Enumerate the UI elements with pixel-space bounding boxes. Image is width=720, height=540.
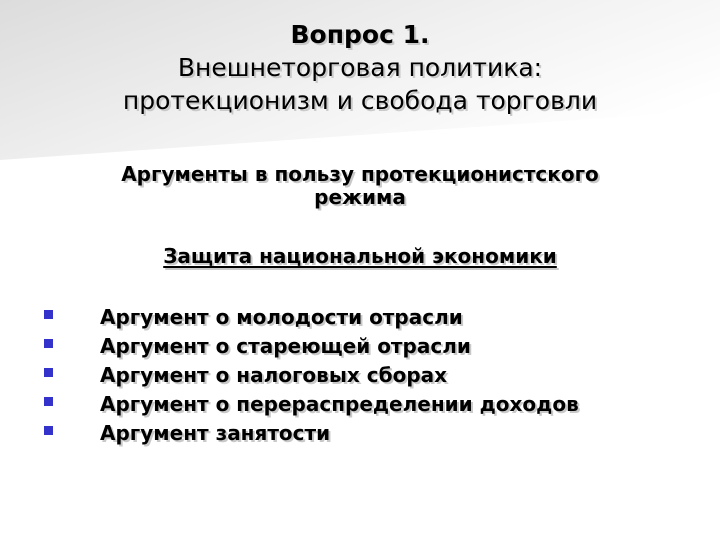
bullet-square-icon: [44, 426, 53, 435]
bullet-square-icon: [44, 339, 53, 348]
list-item-text: Аргумент о молодости отрасли: [100, 304, 463, 329]
list-item: [44, 302, 579, 331]
title-topic-line-1: Внешнеторговая политика:: [177, 53, 543, 82]
list-item-text: Аргумент о налоговых сборах: [100, 362, 448, 387]
list-item: [44, 418, 579, 447]
bullet-square-icon: [44, 310, 53, 319]
slide-title: [0, 18, 720, 117]
list-item-text: Аргумент занятости: [100, 420, 331, 445]
list-item: [44, 331, 579, 360]
title-topic-line-2: протекционизм и свобода торговли: [122, 86, 598, 115]
bullet-square-icon: [44, 368, 53, 377]
arguments-heading-line-1: Аргументы в пользу протекционистского: [121, 162, 599, 186]
argument-list: [44, 302, 579, 447]
list-item: [44, 389, 579, 418]
list-item-text: Аргумент о стареющей отрасли: [100, 333, 471, 358]
arguments-heading: [40, 163, 680, 209]
list-item: [44, 360, 579, 389]
bullet-square-icon: [44, 397, 53, 406]
title-question-number: Вопрос 1.: [290, 20, 430, 49]
arguments-heading-line-2: режима: [314, 185, 406, 209]
section-title: Защита национальной экономики: [163, 244, 557, 268]
list-item-text: Аргумент о перераспределении доходов: [100, 391, 579, 416]
